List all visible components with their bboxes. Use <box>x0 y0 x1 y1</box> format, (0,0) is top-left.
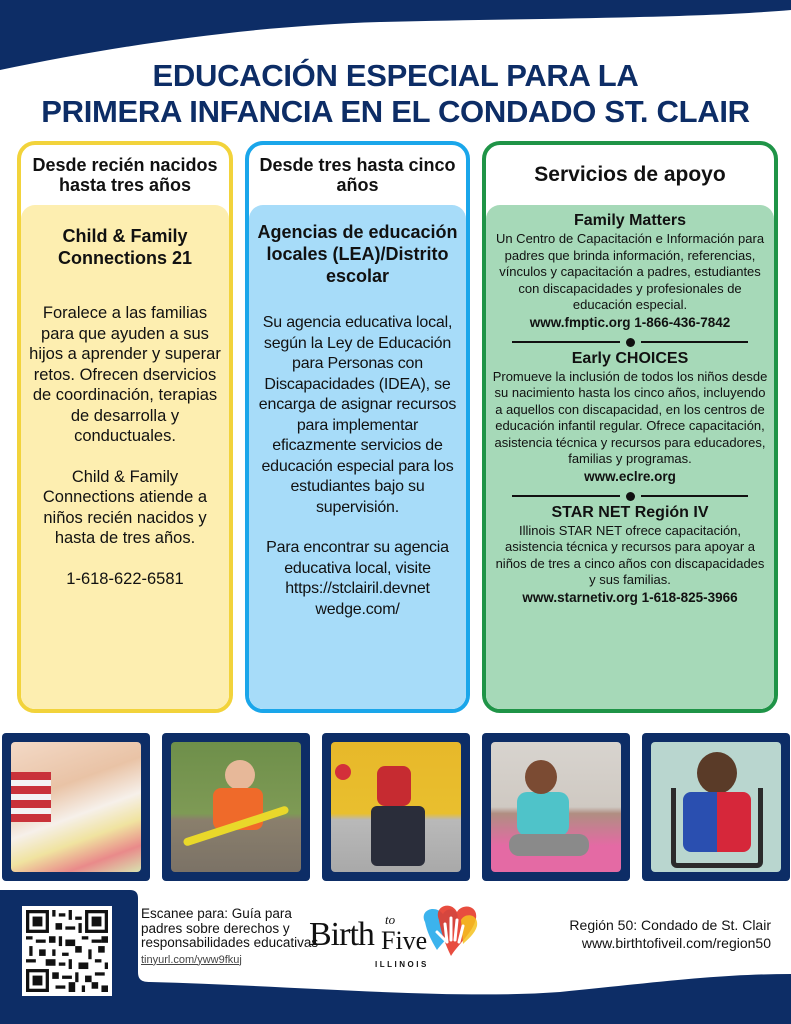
photo-child-drawing <box>2 733 150 881</box>
age-range-text: Child & Family Connections atiende a niños recién nacidos y hasta de tres años. <box>42 467 208 547</box>
logo-birth-text: Birth <box>309 916 374 953</box>
photo-bus-wheelchair <box>322 733 470 881</box>
photo-girl-walker <box>162 733 310 881</box>
page-title <box>0 58 791 130</box>
section-divider <box>512 338 748 347</box>
service-family-matters <box>490 211 770 332</box>
photo-kids-yoga <box>482 733 630 881</box>
card-three-to-five <box>245 141 470 713</box>
service-early-choices <box>490 349 770 486</box>
service-text: Un Centro de Capacitación e Información para padres que brinda información, referencias, vínculos y capacitación a padres, estudiantes con discapacidades y profesionales de educación especial. <box>495 231 765 312</box>
service-text: Promueve la inclusión de todos los niños desde su nacimiento hasta los cinco años, incluyendo a aquellos con discapacidad, en los centros de educación infantil regular. Ofrece capacitación, asistencia técnica y recursos para educadores, familias y programas. <box>492 368 768 466</box>
service-contact-link[interactable]: www.starnetiv.org 1-618-825-3966 <box>522 589 738 605</box>
card-body <box>249 205 466 709</box>
service-star-net <box>490 503 770 607</box>
description-text: Su agencia educativa local, según la Ley de Educación para Personas con Discapacidades (IDEA), se encarga de asignar recursos para implementar eficazmente servicios de educación especial para los estudiantes bajo su supervisión. <box>258 314 457 516</box>
title-line-2: PRIMERA INFANCIA EN EL CONDADO ST. CLAIR <box>41 94 750 129</box>
logo-illinois-text: ILLINOIS <box>375 960 429 969</box>
card-support-services <box>482 141 778 713</box>
card-header: Desde tres hasta cinco años <box>259 155 456 195</box>
card-body <box>486 205 774 709</box>
service-contact-link[interactable]: www.eclre.org <box>584 468 676 484</box>
section-divider <box>512 492 748 501</box>
region-website-link[interactable]: www.birthtofiveil.com/region50 <box>581 935 771 951</box>
service-title: Family Matters <box>573 212 687 229</box>
bullet-dot-icon <box>626 338 635 347</box>
bullet-dot-icon <box>626 492 635 501</box>
service-title: Early CHOICES <box>571 349 689 367</box>
region-name: Región 50: Condado de St. Clair <box>569 917 771 933</box>
title-line-1: EDUCACIÓN ESPECIAL PARA LA <box>152 58 639 93</box>
logo-five-text: Five <box>381 926 428 955</box>
org-title: Agencias de educación locales (LEA)/Distrito escolar <box>257 222 458 286</box>
scan-url-link[interactable]: tinyurl.com/yww9fkuj <box>141 953 242 966</box>
lea-link-text[interactable]: Para encontrar su agencia educativa local, visite https://stclairil.devnet wedge.com/ <box>266 539 449 618</box>
hands-heart-icon <box>417 902 485 964</box>
photo-strip <box>0 733 791 883</box>
qr-code-icon <box>26 910 108 992</box>
scan-text: Escanee para: Guía para padres sobre derechos y responsabilidades educativas <box>141 906 319 950</box>
service-text: Illinois STAR NET ofrece capacitación, asistencia técnica y recursos para apoyar a niños de tres a cinco años con discapacidades y sus familias. <box>495 522 765 587</box>
org-title: Child & Family Connections 21 <box>57 226 193 268</box>
card-birth-to-three <box>17 141 233 713</box>
card-header: Desde recién nacidos hasta tres años <box>32 155 218 195</box>
photo-boy-wheelchair <box>642 733 790 881</box>
card-body <box>21 205 229 709</box>
service-title: STAR NET Región IV <box>551 503 709 521</box>
scan-instructions <box>141 907 321 967</box>
description-text: Foralece a las familias para que ayuden a sus hijos a aprender y superar retos. Ofrecen dservicios de coordinación, terapias de desarrolla y conductuales. <box>29 304 221 445</box>
service-contact-link[interactable]: www.fmptic.org 1-866-436-7842 <box>529 314 731 330</box>
card-header: Servicios de apoyo <box>534 163 726 186</box>
birth-to-five-logo <box>305 902 485 972</box>
qr-code[interactable] <box>22 906 112 996</box>
region-info <box>569 916 771 952</box>
logo-to-text: to <box>385 912 396 927</box>
phone-number[interactable]: 1-618-622-6581 <box>66 569 184 588</box>
